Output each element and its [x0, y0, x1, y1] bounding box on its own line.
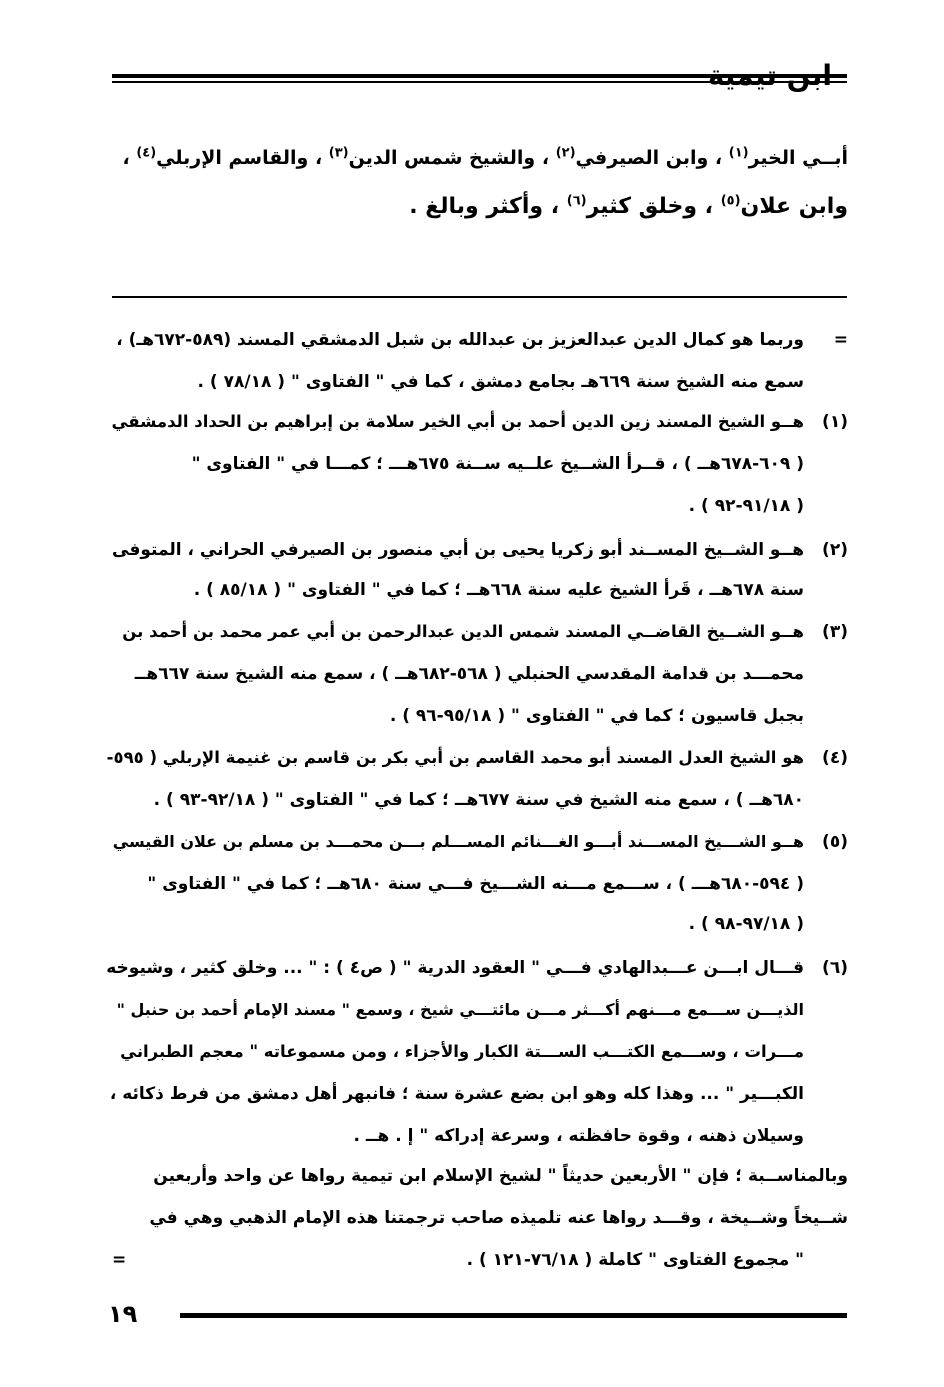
footer-rule — [180, 1313, 847, 1318]
page-number: ١٩ — [108, 1300, 138, 1328]
footnote-number-4: (٤) — [822, 748, 848, 768]
continued-from-previous-mark: = — [833, 330, 848, 350]
header-rule — [112, 74, 847, 83]
carry-over-line-2: سمع منه الشيخ سنة ٦٦٩هـ بجامع دمشق ، كما في " الفتاوى " ( ٧٨/١٨ ) . — [197, 372, 804, 392]
body-line-1-text: أبــي الخير$^{(١)}$ ، وابن الصيرفي$^{(٢)}$ ، والشيخ شمس الدين$^{(٣)}$ ، والقاسم الإربلي$^{(٤)}$ ، — [122, 145, 848, 169]
footnote-number-5: (٥) — [822, 832, 848, 852]
tail-line-2: شــيخاً وشــيخة ، وقـــد رواها عنه تلميذه صاحب ترجمتنا هذه الإمام الذهبي وهي في — [149, 1208, 848, 1228]
footnote-6-line-5: وسيلان ذهنه ، وقوة حافظته ، وسرعة إدراكه " إ . هــ . — [353, 1126, 804, 1146]
footnote-reference: (٢) — [555, 145, 576, 161]
body-line-1 — [122, 143, 848, 173]
footnote-reference: (٣) — [328, 145, 349, 161]
footnote-5-line-3: ( ٩٧/١٨-٩٨ ) . — [688, 914, 804, 934]
body-line-2 — [409, 192, 848, 222]
footnote-reference: (٥) — [720, 193, 741, 209]
footnote-number-1: (١) — [822, 412, 848, 432]
carry-over-line-1: وربما هو كمال الدين عبدالعزيز بن عبدالله بن شبل الدمشقي المسند (٥٨٩-٦٧٢هـ) ، — [116, 330, 804, 350]
running-title: ابن تيمية — [707, 59, 832, 92]
footnote-6-line-4: الكبـــير " ... وهذا كله وهو ابن بضع عشرة سنة ؛ فانبهر أهل دمشق من فرط ذكائه ، — [109, 1084, 804, 1104]
tail-line-1: وبالمناســبة ؛ فإن " الأربعين حديثاً " لشيخ الإسلام ابن تيمية رواها عن واحد وأربعين — [153, 1166, 848, 1186]
footnote-2-line-1: هــو الشــيخ المســند أبو زكريا يحيى بن أبي منصور بن الصيرفي الحراني ، المتوفى — [112, 540, 804, 560]
footnote-1-line-1: هــو الشيخ المسند زين الدين أحمد بن أبي الخير سلامة بن إبراهيم بن الحداد الدمشقي — [111, 412, 804, 431]
footnote-reference: (٤) — [136, 145, 157, 161]
continued-on-next-mark: = — [112, 1250, 127, 1270]
footnote-5-line-2: ( ٥٩٤-٦٨٠هـــ ) ، ســـمع مـــنه الشـــيخ فـــي سنة ٦٨٠هــ ؛ كما في " الفتاوى " — [147, 874, 804, 894]
footnote-4-line-1: هو الشيخ العدل المسند أبو محمد القاسم بن أبي بكر بن قاسم بن غنيمة الإربلي ( ٥٩٥- — [106, 748, 804, 767]
footnote-1-line-2: ( ٦٠٩-٦٧٨هــ ) ، قــرأ الشــيخ علــيه ســنة ٦٧٥هـــ ؛ كمـــا في " الفتاوى " — [191, 454, 804, 474]
body-line-2-text: وابن علان$^{(٥)}$ ، وخلق كثير$^{(٦)}$ ، وأكثر وبالغ . — [409, 193, 848, 219]
footnote-number-3: (٣) — [822, 622, 848, 642]
footnote-6-line-1: قـــال ابـــن عـــبدالهادي فـــي " العقود الدرية " ( ص٤ ) : " ... وخلق كثير ، وشيوخه — [106, 958, 804, 978]
footnote-4-line-2: ٦٨٠هــ ) ، سمع منه الشيخ في سنة ٦٧٧هــ ؛ كما في " الفتاوى " ( ٩٢/١٨-٩٣ ) . — [153, 790, 804, 810]
footnote-5-line-1: هــو الشـــيخ المســـند أبـــو الغـــنائم المســـلم بـــن محمـــد بن مسلم بن علان القيسي — [112, 832, 804, 851]
footnote-reference: (١) — [728, 145, 749, 161]
tail-line-3: " مجموع الفتاوى " كاملة ( ٧٦/١٨-١٢١ ) . — [466, 1250, 804, 1270]
footnote-number-6: (٦) — [822, 958, 848, 978]
footnote-separator — [112, 296, 847, 298]
footnote-3-line-3: بجبل قاسيون ؛ كما في " الفتاوى " ( ٩٥/١٨-٩٦ ) . — [389, 706, 804, 726]
footnote-2-line-2: سنة ٦٧٨هــ ، قَرأ الشيخ عليه سنة ٦٦٨هــ ؛ كما في " الفتاوى " ( ٨٥/١٨ ) . — [193, 580, 804, 600]
footnote-3-line-1: هــو الشــيخ القاضــي المسند شمس الدين عبدالرحمن بن أبي عمر محمد بن أحمد بن — [122, 622, 804, 641]
footnote-3-line-2: محمـــد بن قدامة المقدسي الحنبلي ( ٥٦٨-٦٨٢هــ ) ، سمع منه الشيخ سنة ٦٦٧هــ — [134, 664, 804, 684]
footnote-6-line-3: مـــرات ، وســـمع الكتـــب الســـتة الكبار والأجزاء ، ومن مسموعاته " معجم الطبراني — [120, 1042, 804, 1061]
footnote-6-line-2: الذيـــن ســـمع مـــنهم أكـــثر مـــن مائتـــي شيخ ، وسمع " مسند الإمام أحمد بن حنبل " — [116, 1000, 804, 1019]
footnote-reference: (٦) — [566, 193, 587, 209]
footnote-number-2: (٢) — [822, 540, 848, 560]
footnote-1-line-3: ( ٩١/١٨-٩٢ ) . — [688, 496, 804, 516]
